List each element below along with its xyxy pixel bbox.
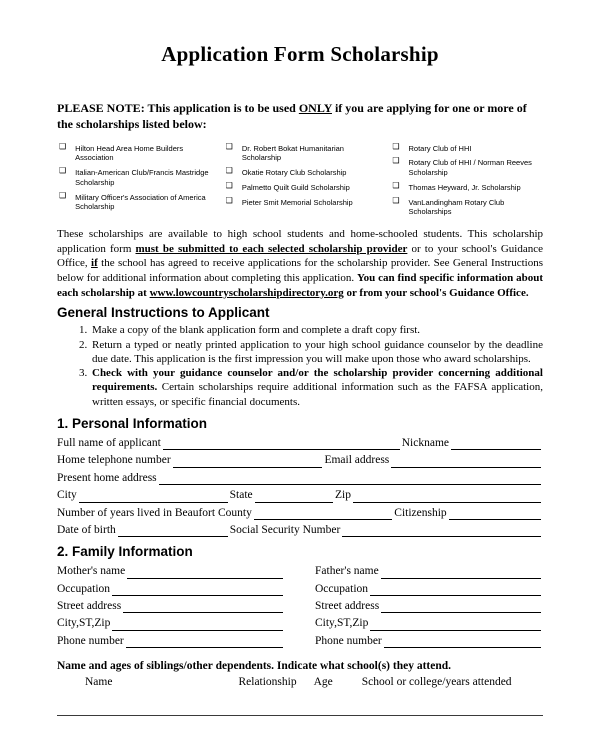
scholarship-label: Palmetto Quilt Guild Scholarship [241, 182, 350, 192]
checkbox-icon[interactable]: ❑ [225, 180, 233, 190]
father-name-line [381, 577, 541, 579]
intro-bold-if: if [91, 257, 98, 270]
row-mother-citystzip [57, 616, 285, 630]
nickname-line [451, 448, 541, 450]
city-line [79, 501, 228, 503]
general-instructions-heading: General Instructions to Applicant [57, 305, 270, 321]
scholarship-label: VanLandingham Rotary Club Scholarships [408, 197, 505, 217]
row-mother-phone [57, 634, 285, 648]
row-mother-name [57, 564, 285, 578]
instruction-text: Return a typed or neatly printed application to your high school guidance counselor by the deadline due date. This application is the first impression you will make upon those who award scholarships. [92, 338, 543, 365]
row-mother-street [57, 599, 285, 613]
scholarship-label: Hilton Head Area Home Builders Association [75, 143, 184, 163]
scholarship-label: Rotary Club of HHI [408, 143, 472, 153]
instruction-text: Make a copy of the blank application form and complete a draft copy first. [92, 324, 421, 337]
general-instructions-list [57, 323, 543, 409]
scholarship-label: Dr. Robert Bokat Humanitarian Scholarship [241, 143, 344, 163]
checkbox-icon[interactable]: ❑ [225, 141, 233, 151]
father-street-label: Street address [315, 600, 380, 613]
father-column [301, 564, 543, 651]
instruction-item-2 [90, 338, 543, 367]
row-city-state-zip [57, 488, 543, 502]
row-mother-occupation [57, 582, 285, 596]
scholarship-label: Pieter Smit Memorial Scholarship [241, 197, 353, 207]
row-father-phone [315, 634, 543, 648]
checkbox-icon[interactable]: ❑ [392, 141, 400, 151]
mother-citystzip-line [112, 629, 283, 631]
scholarship-label: Okatie Rotary Club Scholarship [241, 168, 347, 178]
scholarship-directory-link[interactable]: www.lowcountryscholarshipdirectory.org [149, 286, 344, 299]
scholarship-option [225, 141, 377, 164]
row-father-occupation [315, 582, 543, 596]
scholarship-option [59, 190, 210, 213]
checkbox-icon[interactable]: ❑ [59, 166, 67, 176]
years-in-county-label: Number of years lived in Beaufort County [57, 506, 252, 519]
notice-only-word: ONLY [298, 101, 332, 115]
scholarship-label: Italian-American Club/Francis Mastridge Scholarship [75, 168, 209, 187]
siblings-table-headers [57, 676, 543, 688]
mother-street-label: Street address [57, 600, 122, 613]
zip-line [353, 501, 541, 503]
scholarship-option [59, 141, 210, 164]
scholarship-option [226, 168, 377, 178]
zip-label: Zip [335, 489, 351, 502]
siblings-note: Name and ages of siblings/other dependents. Indicate what school(s) they attend. [57, 660, 452, 673]
home-address-line [159, 483, 541, 485]
row-father-street [315, 599, 543, 613]
header-school: School or college/years attended [361, 676, 512, 689]
citizenship-line [449, 518, 541, 520]
header-name: Name [85, 676, 113, 689]
intro-bold-submit: must be submitted to each selected scholarship provider [135, 242, 408, 255]
intro-paragraph [57, 227, 543, 300]
father-occupation-label: Occupation [315, 582, 369, 595]
row-dob-ssn [57, 523, 543, 537]
intro-text-3: the school has agreed to receive applications for the scholarship provider. See General Instructions below for additional information about completing this application. [57, 257, 543, 285]
date-of-birth-line [118, 535, 228, 537]
row-home-address [57, 471, 543, 485]
checkbox-icon[interactable]: ❑ [59, 141, 67, 151]
scholarship-option [392, 180, 543, 193]
father-phone-line [384, 646, 541, 648]
father-street-line [381, 611, 541, 613]
scholarship-option [392, 158, 543, 178]
intro-bold-find: You can find specific information about each scholarship at [57, 272, 543, 299]
mother-street-line [123, 611, 283, 613]
email-line [391, 466, 541, 468]
instruction-text: Certain scholarships require additional information such as the FAFSA application, written essays, or specific financial documents. [92, 381, 543, 408]
nickname-label: Nickname [401, 437, 449, 450]
scholarship-option [225, 195, 377, 208]
instruction-bold-text: Check with your guidance counselor and/or the scholarship provider concerning additional requirements. [92, 367, 543, 394]
header-relationship: Relationship [238, 676, 297, 689]
intro-text-2: or to your school's Guidance Office, [57, 242, 543, 270]
row-full-name [57, 436, 543, 450]
full-name-label: Full name of applicant [57, 437, 161, 450]
scholarship-label: Thomas Heyward, Jr. Scholarship [408, 182, 521, 192]
state-label: State [229, 489, 253, 502]
mother-name-label: Mother's name [57, 565, 126, 578]
mother-occupation-label: Occupation [57, 582, 111, 595]
checkbox-icon[interactable]: ❑ [225, 166, 233, 176]
scholarship-column-2 [225, 141, 377, 218]
mother-phone-label: Phone number [57, 634, 124, 647]
citizenship-label: Citizenship [394, 506, 447, 519]
siblings-response-lines [57, 694, 543, 730]
notice-text-1: PLEASE NOTE: This application is to be used [57, 101, 299, 115]
father-name-label: Father's name [315, 565, 379, 578]
scholarship-label: Rotary Club of HHI / Norman Reeves Scholarship [408, 158, 532, 178]
years-in-county-line [254, 518, 392, 520]
home-phone-label: Home telephone number [57, 454, 171, 467]
father-citystzip-label: City,ST,Zip [315, 617, 369, 630]
mother-citystzip-label: City,ST,Zip [57, 617, 111, 630]
full-name-line [163, 448, 400, 450]
document-title: Application Form Scholarship [161, 42, 439, 66]
mother-column [57, 564, 301, 651]
scholarship-option [59, 168, 210, 188]
intro-text-1: These scholarships are available to high school students and home-schooled students. This scholarship application form [57, 228, 543, 255]
scholarship-label: Military Officer's Association of America Scholarship [75, 192, 206, 212]
scholarship-option [392, 195, 543, 218]
row-phone-email [57, 453, 543, 467]
checkbox-icon[interactable]: ❑ [59, 190, 67, 200]
ssn-label: Social Security Number [229, 523, 341, 536]
instruction-item-3 [90, 366, 543, 409]
notice-text-2: if you are applying for one or more of the scholarships listed below: [57, 101, 527, 131]
father-occupation-line [370, 594, 541, 596]
row-years-citizenship [57, 506, 543, 520]
city-label: City [57, 489, 77, 502]
date-of-birth-label: Date of birth [57, 523, 116, 536]
response-line-1 [57, 694, 543, 716]
home-phone-line [173, 466, 323, 468]
mother-phone-line [126, 646, 283, 648]
family-columns [57, 564, 543, 651]
row-father-citystzip [315, 616, 543, 630]
scholarship-option [225, 180, 377, 193]
row-father-name [315, 564, 543, 578]
scholarship-column-1 [59, 141, 210, 218]
checkbox-icon[interactable]: ❑ [225, 195, 233, 205]
instruction-item-1 [90, 323, 543, 337]
father-citystzip-line [370, 629, 541, 631]
state-line [255, 501, 333, 503]
father-phone-label: Phone number [315, 634, 382, 647]
please-note [57, 101, 543, 133]
header-age: Age [313, 676, 333, 689]
response-line-2 [57, 716, 543, 730]
checkbox-icon[interactable]: ❑ [392, 156, 400, 166]
email-label: Email address [324, 454, 390, 467]
personal-information-heading: 1. Personal Information [57, 416, 208, 432]
home-address-label: Present home address [57, 471, 157, 484]
scholarship-list [59, 141, 543, 218]
ssn-line [342, 535, 541, 537]
mother-name-line [127, 577, 283, 579]
scholarship-option [392, 141, 543, 154]
checkbox-icon[interactable]: ❑ [392, 180, 400, 190]
scholarship-column-3 [392, 141, 543, 218]
mother-occupation-line [112, 594, 283, 596]
family-information-heading: 2. Family Information [57, 544, 193, 560]
checkbox-icon[interactable]: ❑ [392, 195, 400, 205]
intro-bold-end: or from your school's Guidance Office. [343, 286, 529, 299]
